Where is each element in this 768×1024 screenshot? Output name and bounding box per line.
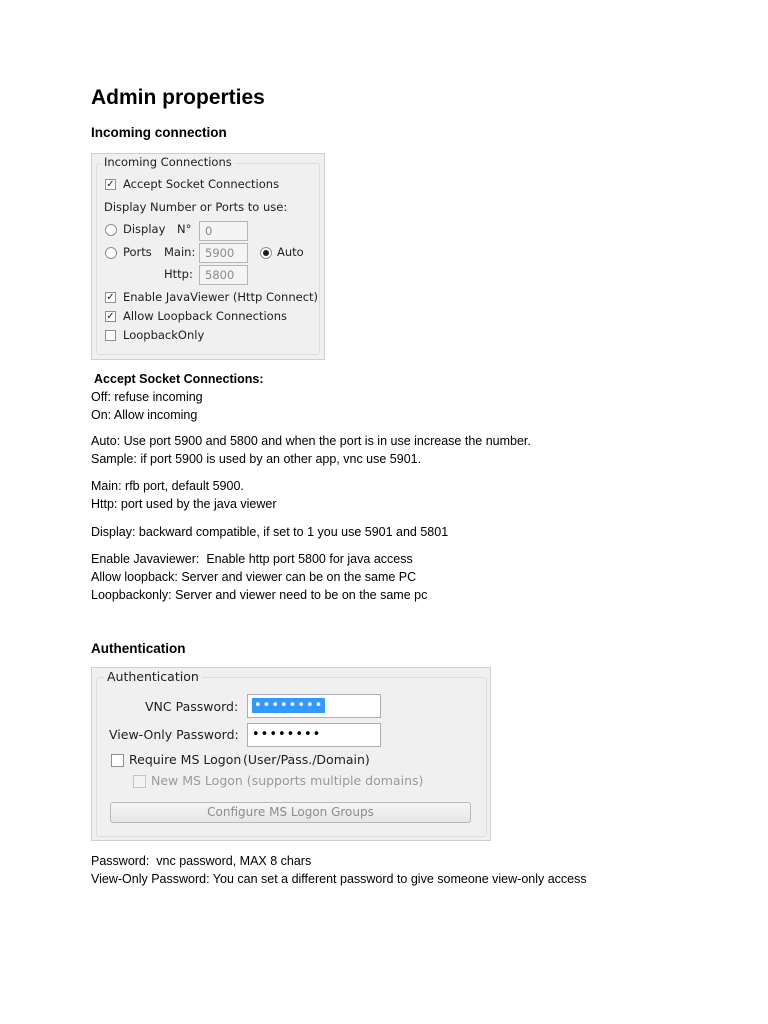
note-line: Auto: Use port 5900 and 5800 and when the port is in use increase the number. — [91, 434, 531, 448]
display-number-label: N° — [177, 222, 192, 236]
main-port-label: Main: — [164, 245, 196, 259]
incoming-notes-4 — [91, 523, 448, 541]
new-ms-logon-checkbox[interactable] — [133, 775, 146, 788]
incoming-heading: Incoming connection — [91, 125, 227, 140]
vnc-password-value: •••••••• — [254, 698, 324, 713]
loopback-only-checkbox[interactable] — [105, 330, 116, 341]
loopback-only-label: LoopbackOnly — [123, 328, 205, 342]
authentication-group-label: Authentication — [104, 669, 202, 684]
accept-socket-label: Accept Socket Connections — [123, 177, 280, 191]
enable-javaviewer-label: Enable JavaViewer (Http Connect) — [123, 290, 319, 304]
note-line: Sample: if port 5900 is used by an other app, vnc use 5901. — [91, 452, 422, 466]
http-port-label: Http: — [164, 267, 193, 281]
page-title: Admin properties — [91, 86, 265, 109]
incoming-notes-3 — [91, 477, 277, 513]
new-ms-logon-label: New MS Logon (supports multiple domains) — [151, 773, 424, 788]
display-prompt: Display Number or Ports to use: — [104, 200, 288, 214]
require-ms-logon-checkbox[interactable] — [111, 754, 124, 767]
note-line: On: Allow incoming — [91, 408, 198, 422]
allow-loopback-label: Allow Loopback Connections — [123, 309, 287, 323]
vnc-password-field[interactable] — [247, 694, 381, 718]
note-line: Display: backward compatible, if set to 1 you use 5901 and 5801 — [91, 525, 449, 539]
require-ms-logon-label: Require MS Logon — [129, 752, 242, 767]
incoming-dialog — [91, 153, 325, 360]
ports-radio[interactable] — [105, 247, 117, 259]
view-only-password-field[interactable]: •••••••• — [247, 723, 381, 747]
note-line: View-Only Password: You can set a different password to give someone view-only access — [91, 872, 587, 886]
ports-radio-label: Ports — [123, 245, 152, 259]
authentication-heading: Authentication — [91, 641, 186, 656]
main-port-field[interactable]: 5900 — [199, 243, 248, 263]
note-line: Allow loopback: Server and viewer can be on the same PC — [91, 570, 417, 584]
display-radio[interactable] — [105, 224, 117, 236]
note-line: Password: vnc password, MAX 8 chars — [91, 854, 312, 868]
authentication-dialog — [91, 667, 491, 841]
incoming-group-label: Incoming Connections — [101, 155, 235, 169]
note-line: Off: refuse incoming — [91, 390, 203, 404]
view-only-password-label: View-Only Password: — [109, 727, 239, 742]
allow-loopback-checkbox[interactable]: ✓ — [106, 311, 115, 322]
enable-javaviewer-checkbox[interactable]: ✓ — [106, 292, 115, 303]
authentication-notes — [91, 852, 587, 888]
note-line: Loopbackonly: Server and viewer need to be on the same pc — [91, 588, 428, 602]
require-ms-logon-hint: (User/Pass./Domain) — [243, 752, 370, 767]
configure-ms-logon-groups-button[interactable]: Configure MS Logon Groups — [110, 802, 471, 823]
auto-radio-label: Auto — [277, 245, 304, 259]
http-port-field[interactable]: 5800 — [199, 265, 248, 285]
auto-radio[interactable] — [260, 247, 272, 259]
incoming-notes-5 — [91, 550, 427, 604]
vnc-password-label: VNC Password: — [145, 699, 239, 714]
note-line: Enable Javaviewer: Enable http port 5800 for java access — [91, 552, 413, 566]
accept-socket-checkbox[interactable]: ✓ — [106, 179, 115, 190]
note-line: Http: port used by the java viewer — [91, 497, 277, 511]
display-radio-label: Display — [123, 222, 166, 236]
note-line: Main: rfb port, default 5900. — [91, 479, 244, 493]
display-number-field[interactable]: 0 — [199, 221, 248, 241]
incoming-notes-2 — [91, 432, 531, 468]
note-line: Accept Socket Connections: — [91, 372, 264, 386]
incoming-notes-1 — [91, 370, 264, 424]
